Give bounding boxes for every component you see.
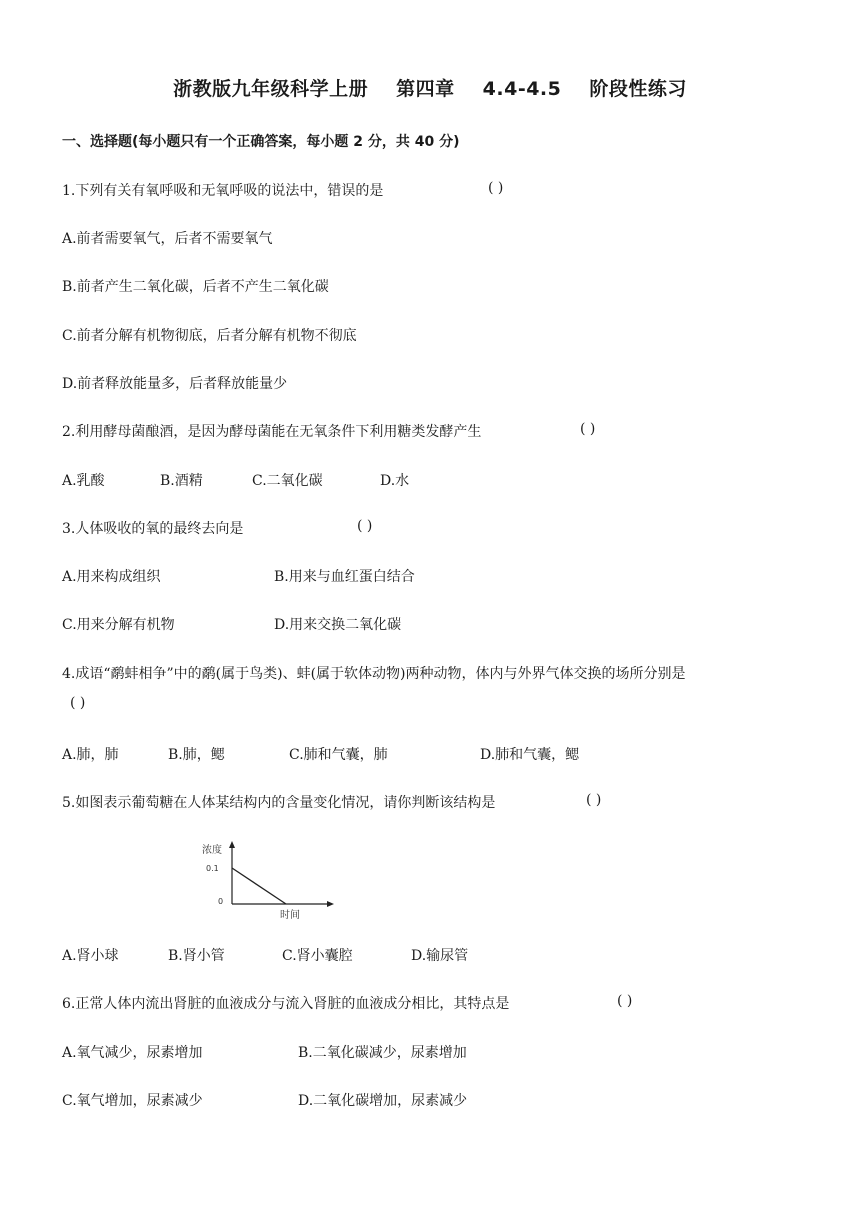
x-axis-label: 时间 bbox=[280, 910, 300, 920]
q1-option-a: A.前者需要氧气，后者不需要氧气 bbox=[62, 231, 273, 247]
title-type: 阶段性练习 bbox=[589, 78, 687, 100]
q5-option-c: C.肾小囊腔 bbox=[282, 948, 353, 964]
concentration-line bbox=[232, 868, 286, 904]
q1-option-b: B.前者产生二氧化碳，后者不产生二氧化碳 bbox=[62, 279, 329, 295]
q5-option-a: A.肾小球 bbox=[62, 948, 119, 964]
q6-option-a: A.氧气减少，尿素增加 bbox=[62, 1045, 203, 1061]
q6-option-b: B.二氧化碳减少，尿素增加 bbox=[298, 1045, 467, 1061]
q4-answer-blank: ( ) bbox=[70, 695, 86, 711]
q3-option-a: A.用来构成组织 bbox=[62, 569, 161, 585]
y-axis-arrow bbox=[229, 841, 235, 848]
q2-stem: 2.利用酵母菌酿酒，是因为酵母菌能在无氧条件下利用糖类发酵产生 bbox=[62, 424, 482, 440]
q2-option-a: A.乳酸 bbox=[62, 473, 105, 489]
x-axis-arrow bbox=[327, 901, 334, 907]
q5-stem: 5.如图表示葡萄糖在人体某结构内的含量变化情况，请你判断该结构是 bbox=[62, 795, 496, 811]
y-tick-label: 0.1 bbox=[206, 864, 219, 873]
q3-option-b: B.用来与血红蛋白结合 bbox=[274, 569, 415, 585]
q1-stem: 1.下列有关有氧呼吸和无氧呼吸的说法中，错误的是 bbox=[62, 183, 384, 199]
origin-label: 0 bbox=[218, 897, 224, 906]
q1-option-d: D.前者释放能量多，后者释放能量少 bbox=[62, 376, 288, 392]
q6-option-d: D.二氧化碳增加，尿素减少 bbox=[298, 1093, 468, 1109]
page-title bbox=[0, 74, 860, 101]
q4-option-a: A.肺，肺 bbox=[62, 747, 119, 763]
q2-option-b: B.酒精 bbox=[160, 473, 203, 489]
q4-option-b: B.肺，鳃 bbox=[168, 747, 225, 763]
glucose-concentration-graph bbox=[196, 838, 346, 920]
q1-option-c: C.前者分解有机物彻底，后者分解有机物不彻底 bbox=[62, 328, 357, 344]
q4-option-c: C.肺和气囊，肺 bbox=[289, 747, 388, 763]
q6-option-c: C.氧气增加，尿素减少 bbox=[62, 1093, 203, 1109]
q3-answer-blank: ( ) bbox=[357, 518, 373, 534]
q3-option-c: C.用来分解有机物 bbox=[62, 617, 175, 633]
section-heading: 一、选择题(每小题只有一个正确答案，每小题 2 分，共 40 分) bbox=[62, 134, 460, 150]
q5-option-d: D.输尿管 bbox=[411, 948, 469, 964]
q2-option-c: C.二氧化碳 bbox=[252, 473, 323, 489]
q3-stem: 3.人体吸收的氧的最终去向是 bbox=[62, 521, 244, 537]
q1-answer-blank: ( ) bbox=[488, 180, 504, 196]
title-sections: 4.4-4.5 bbox=[482, 78, 562, 100]
q2-answer-blank: ( ) bbox=[580, 421, 596, 437]
q4-stem: 4.成语“鹬蚌相争”中的鹬(属于鸟类)、蚌(属于软体动物)两种动物，体内与外界气体交换的场所分别是 bbox=[62, 666, 686, 682]
q6-answer-blank: ( ) bbox=[617, 993, 633, 1009]
q4-option-d: D.肺和气囊，鳃 bbox=[480, 747, 580, 763]
q3-option-d: D.用来交换二氧化碳 bbox=[274, 617, 402, 633]
q5-answer-blank: ( ) bbox=[586, 792, 602, 808]
q2-option-d: D.水 bbox=[380, 473, 410, 489]
title-book: 浙教版九年级科学上册 bbox=[173, 78, 369, 100]
q5-option-b: B.肾小管 bbox=[168, 948, 225, 964]
y-axis-label: 浓度 bbox=[202, 845, 222, 856]
title-chapter: 第四章 bbox=[396, 78, 455, 100]
q6-stem: 6.正常人体内流出肾脏的血液成分与流入肾脏的血液成分相比，其特点是 bbox=[62, 996, 510, 1012]
